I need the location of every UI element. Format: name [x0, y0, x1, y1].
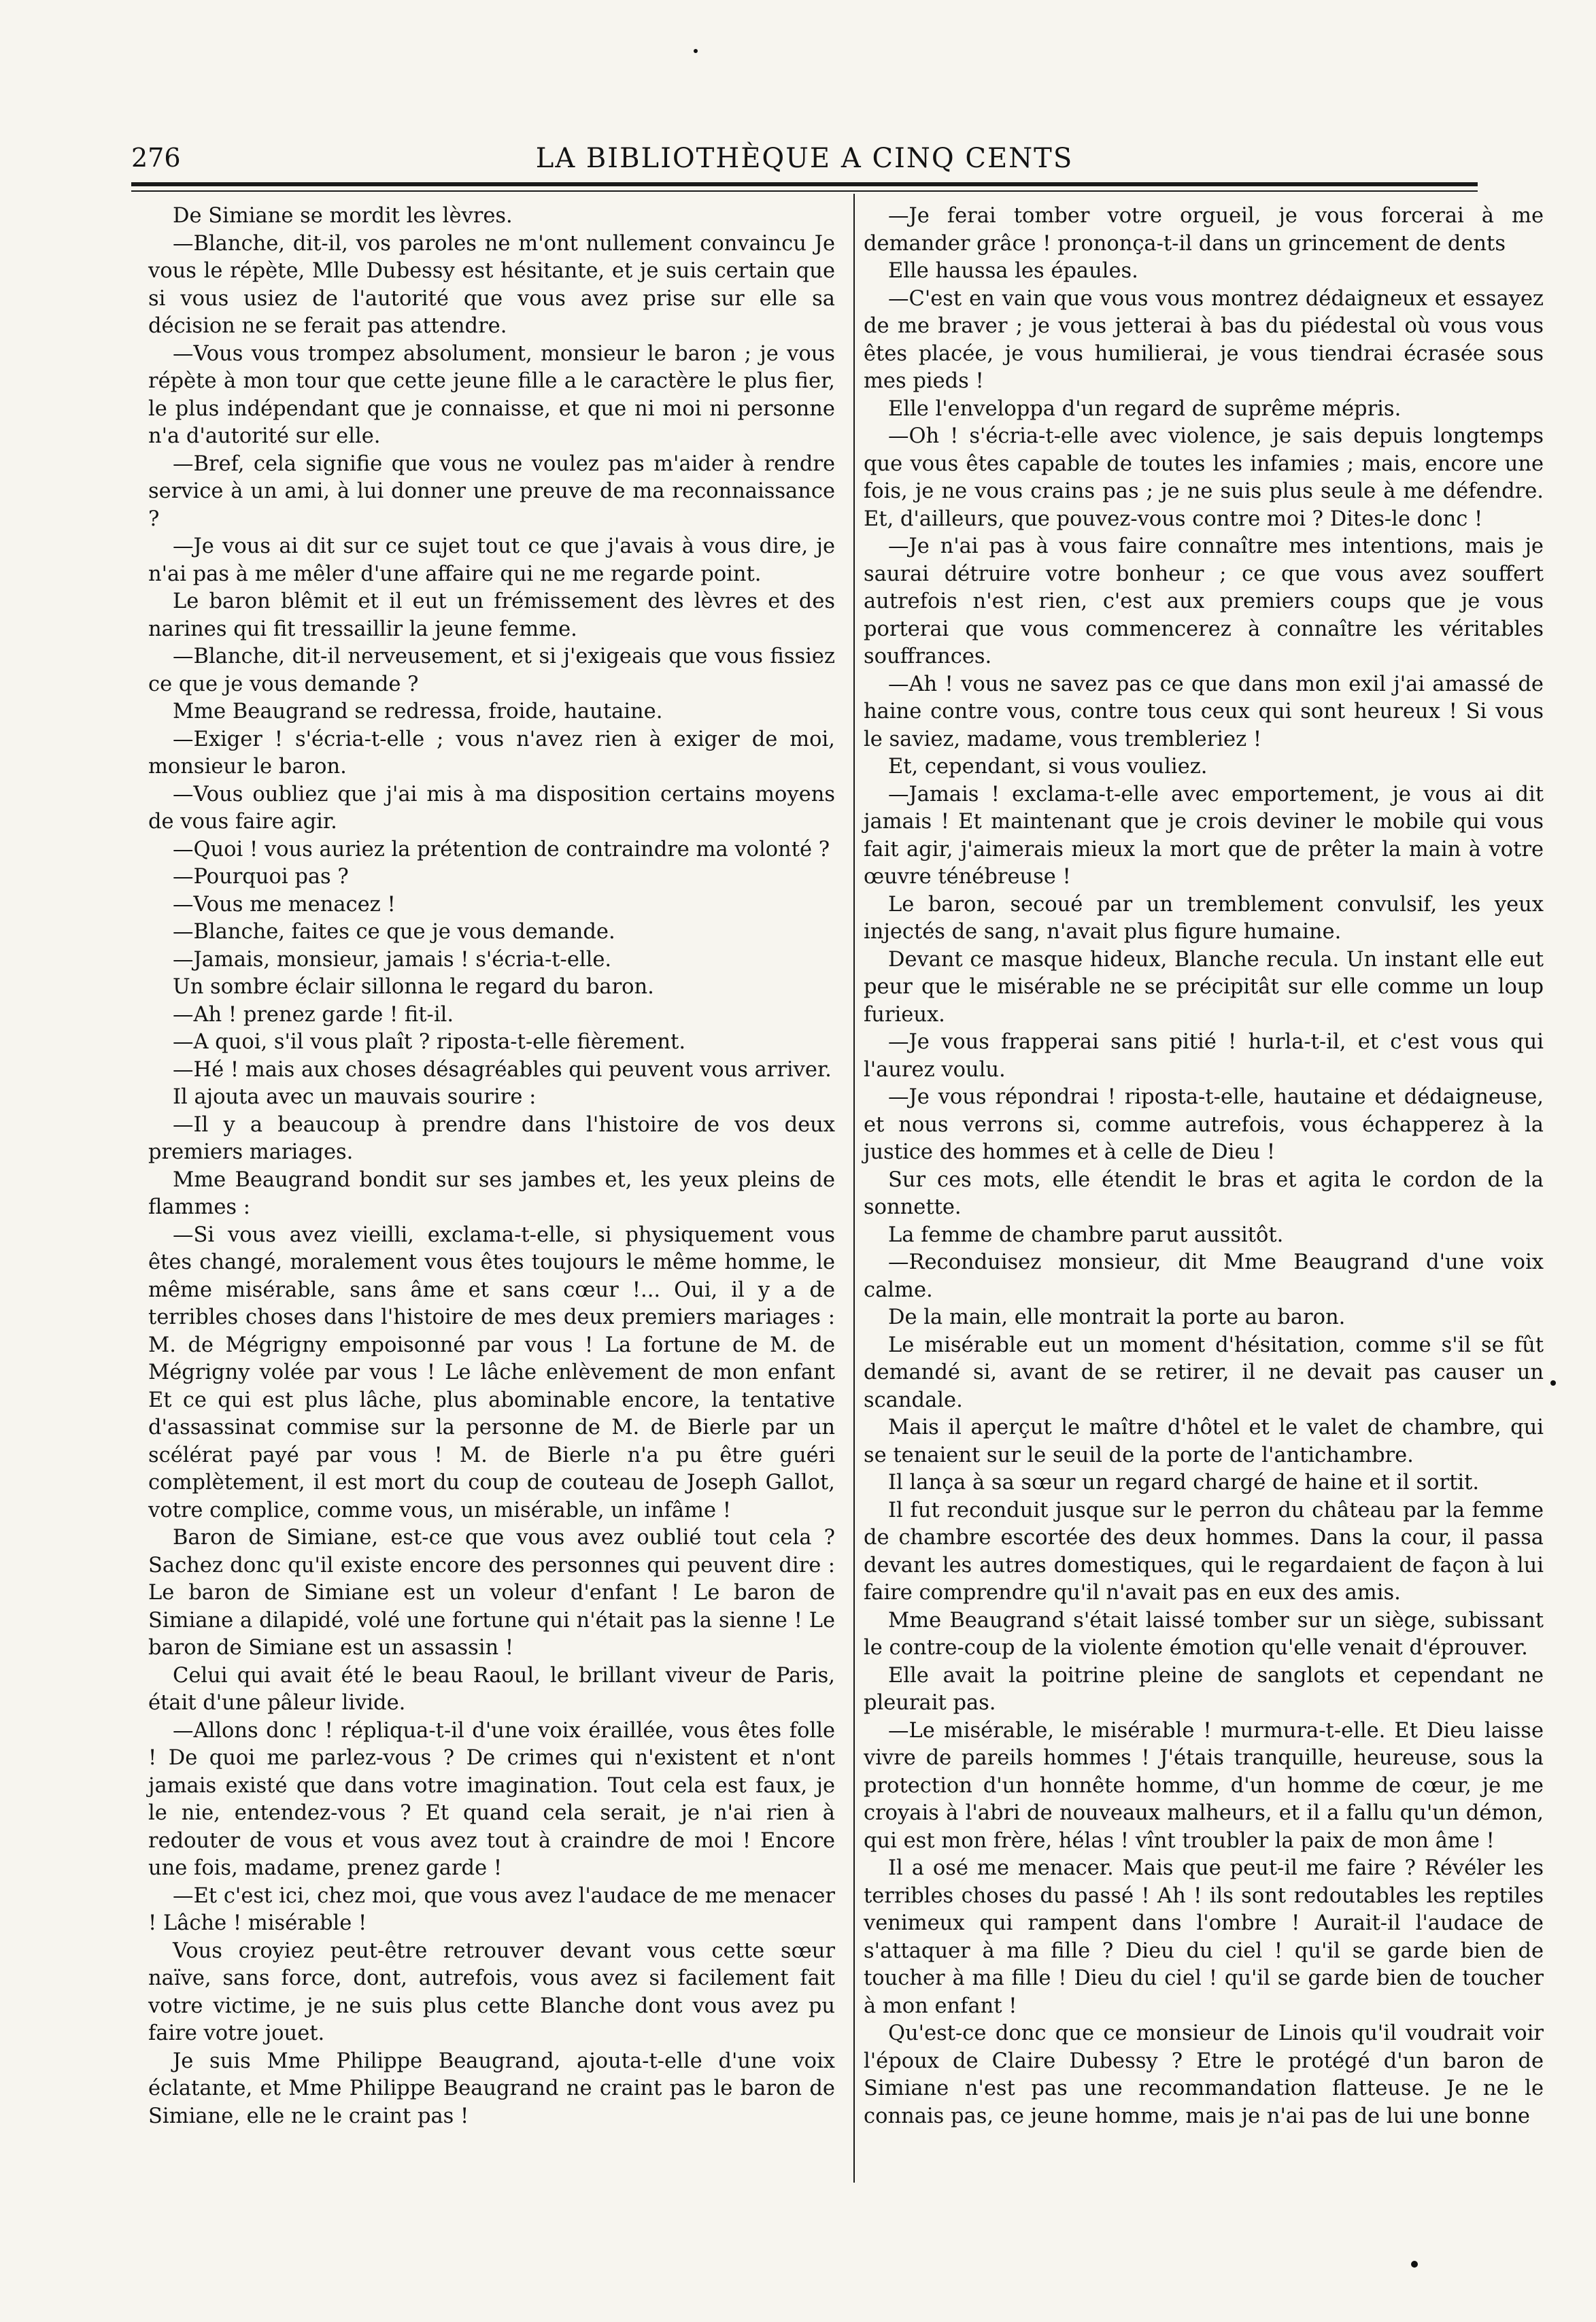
paragraph: —Jamais ! exclama-t-elle avec emportement, je vous ai dit jamais ! Et maintenant que je crois deviner le mobile qui vous fait agir, j'aimerais mieux la mort que de prêter la main à votre œuvre ténébreuse ! [864, 782, 1544, 889]
paragraph: Mais il aperçut le maître d'hôtel et le valet de chambre, qui se tenaient sur le seuil de la porte de l'antichambre. [864, 1416, 1544, 1467]
paragraph: —Vous vous trompez absolument, monsieur le baron ; je vous répète à mon tour que cette jeune fille a le caractère le plus fier, le plus indépendant que je connaisse, et que ni moi ni personne n'a d'autorité sur elle. [148, 341, 835, 448]
paragraph: —Il y a beaucoup à prendre dans l'histoire de vos deux premiers mariages. [148, 1112, 835, 1164]
paragraph: Et, cependant, si vous vouliez. [888, 755, 1208, 779]
paragraph: —Le misérable, le misérable ! murmura-t-elle. Et Dieu laisse vivre de pareils hommes ! J'étais tranquille, heureuse, sous la protection d'un honnête homme, d'un homme de cœur, je me croyais à l'abri de nouveaux malheurs, et il a fallu qu'un démon, qui est mon frère, hélas ! vînt troubler la paix de mon âme ! [864, 1718, 1544, 1853]
paragraph: Mme Beaugrand bondit sur ses jambes et, les yeux pleins de flammes : [148, 1167, 835, 1219]
paragraph: —Je vous répondrai ! riposta-t-elle, hautaine et dédaigneuse, et nous verrons si, comme autrefois, vous échapperez à la justice des hommes et à celle de Dieu ! [864, 1085, 1544, 1164]
left-column [148, 203, 835, 2130]
paragraph: Le baron, secoué par un tremblement convulsif, les yeux injectés de sang, n'avait plus figure humaine. [864, 892, 1544, 944]
paragraph: —Blanche, faites ce que je vous demande. [173, 920, 615, 944]
running-title: LA BIBLIOTHÈQUE A CINQ CENTS [535, 143, 1074, 174]
paragraph: —Si vous avez vieilli, exclama-t-elle, si physiquement vous êtes changé, moralement vous êtes toujours le même homme, le même misérable, sans âme et sans cœur !... Oui, il y a de terribles choses dans l'histoire de mes deux premiers mariages : M. de Mégrigny empoisonné par vous ! La fortune de M. de Mégrigny volée par vous ! Le lâche enlèvement de mon enfant Et ce qui est plus lâche, plus abominable encore, la tentative d'assassinat commise sur la personne de M. de Bierle par un scélérat payé par vous ! M. de Bierle n'a pu être guéri complètement, il est mort du coup de couteau de Joseph Gallot, votre complice, comme vous, un misérable, un infâme ! [148, 1223, 835, 1522]
paragraph: —Je vous frapperai sans pitié ! hurla-t-il, et c'est vous qui l'aurez voulu. [864, 1030, 1544, 1082]
page-header [131, 143, 1478, 184]
paragraph: —Oh ! s'écria-t-elle avec violence, je sais depuis longtemps que vous êtes capable de toutes les infamies ; mais, encore une fois, je ne vous crains pas ; je ne suis plus seule à me défendre. Et, d'ailleurs, que pouvez-vous contre moi ? Dites-le donc ! [864, 424, 1544, 531]
paragraph: Le baron blêmit et il eut un frémissement des lèvres et des narines qui fit tressaillir la jeune femme. [148, 590, 835, 641]
paragraph: Celui qui avait été le beau Raoul, le brillant viveur de Paris, était d'une pâleur livide. [148, 1663, 835, 1715]
paragraph: —Reconduisez monsieur, dit Mme Beaugrand d'une voix calme. [864, 1250, 1544, 1302]
paragraph: —Je ferai tomber votre orgueil, je vous forcerai à me demander grâce ! prononça-t-il dans un grincement de dents [864, 204, 1544, 256]
paragraph: Il a osé me menacer. Mais que peut-il me faire ? Révéler les terribles choses du passé ! Ah ! ils sont redoutables les reptiles venimeux qui rampent dans l'ombre ! Aurait-il l'audace de s'attaquer à ma fille ? Dieu du ciel ! qu'il se garde bien de toucher à ma fille ! Dieu du ciel ! qu'il se garde bien de toucher à mon enfant ! [864, 1856, 1544, 2018]
paragraph: Elle l'enveloppa d'un regard de suprême mépris. [888, 396, 1402, 421]
paragraph: Il fut reconduit jusque sur le perron du château par la femme de chambre escortée des deux hommes. Dans la cour, il passa devant les autres domestiques, qui le regardaient de façon à lui faire comprendre qu'il n'avait pas en eux des amis. [864, 1498, 1544, 1605]
paragraph: Un sombre éclair sillonna le regard du baron. [173, 975, 654, 999]
paragraph: —Ah ! vous ne savez pas ce que dans mon exil j'ai amassé de haine contre vous, contre tous ceux qui sont heureux ! Si vous le saviez, madame, vous trembleriez ! [864, 672, 1544, 751]
paragraph: —Jamais, monsieur, jamais ! s'écria-t-elle. [173, 947, 612, 972]
paragraph: Le misérable eut un moment d'hésitation, comme s'il se fût demandé si, avant de se retirer, il ne devait pas causer un scandale. [864, 1333, 1544, 1412]
paragraph: Je suis Mme Philippe Beaugrand, ajouta-t-elle d'une voix éclatante, et Mme Philippe Beaugrand ne craint pas le baron de Simiane, elle ne le craint pas ! [148, 2049, 835, 2128]
paragraph: La femme de chambre parut aussitôt. [888, 1223, 1284, 1247]
paragraph: De la main, elle montrait la porte au baron. [888, 1305, 1346, 1329]
paragraph: Mme Beaugrand s'était laissé tomber sur un siège, subissant le contre-coup de la violente émotion qu'elle venait d'éprouver. [864, 1608, 1544, 1660]
paragraph: Il ajouta avec un mauvais sourire : [173, 1085, 537, 1109]
paragraph: —Bref, cela signifie que vous ne voulez pas m'aider à rendre service à un ami, à lui donner une preuve de ma reconnaissance ? [148, 451, 835, 531]
page-number: 276 [131, 143, 181, 173]
paragraph: Sur ces mots, elle étendit le bras et agita le cordon de la sonnette. [864, 1167, 1544, 1219]
paragraph: —Blanche, dit-il nerveusement, et si j'exigeais que vous fissiez ce que je vous demande ? [148, 645, 835, 696]
scan-speck [1411, 2261, 1418, 2268]
paragraph: Devant ce masque hideux, Blanche recula. Un instant elle eut peur que le misérable ne se précipitât sur elle comme un loup furieux. [864, 947, 1544, 1027]
paragraph: —A quoi, s'il vous plaît ? riposta-t-elle fièrement. [173, 1030, 686, 1054]
paragraph: —Blanche, dit-il, vos paroles ne m'ont nullement convaincu Je vous le répète, Mlle Dubessy est hésitante, et je suis certain que si vous usiez de l'autorité que vous avez prise sur elle sa décision ne se ferait pas attendre. [148, 231, 835, 338]
paragraph: —Vous oubliez que j'ai mis à ma disposition certains moyens de vous faire agir. [148, 782, 835, 834]
header-rule-thick [131, 182, 1478, 186]
paragraph: Elle avait la poitrine pleine de sanglots et cependant ne pleurait pas. [864, 1663, 1544, 1715]
paragraph: Baron de Simiane, est-ce que vous avez oublié tout cela ? Sachez donc qu'il existe encore des personnes qui peuvent dire : Le baron de Simiane est un voleur d'enfant ! Le baron de Simiane a dilapidé, volé une fortune qui n'était pas la sienne ! Le baron de Simiane est un assassin ! [148, 1526, 835, 1660]
paragraph: —Ah ! prenez garde ! fit-il. [173, 1002, 454, 1027]
paragraph: —Et c'est ici, chez moi, que vous avez l'audace de me menacer ! Lâche ! misérable ! [148, 1883, 835, 1935]
scan-speck [1550, 1380, 1556, 1386]
paragraph: Elle haussa les épaules. [888, 259, 1138, 283]
paragraph: —Je n'ai pas à vous faire connaître mes intentions, mais je saurai détruire votre bonheur ; ce que vous avez souffert autrefois n'est rien, c'est aux premiers coups que je vous porterai que vous commencerez à connaître les véritables souffrances. [864, 534, 1544, 668]
paragraph: —Allons donc ! répliqua-t-il d'une voix éraillée, vous êtes folle ! De quoi me parlez-vous ? De crimes qui n'existent et n'ont jamais existé que dans votre imagination. Tout cela est faux, je le nie, entendez-vous ? Et quand cela serait, je n'ai rien à redouter de vous et vous avez tout à craindre de moi ! Encore une fois, madame, prenez garde ! [148, 1718, 835, 1880]
scan-speck [694, 49, 698, 53]
paragraph: Qu'est-ce donc que ce monsieur de Linois qu'il voudrait voir l'époux de Claire Dubessy ? Etre le protégé d'un baron de Simiane n'est pas une recommandation flatteuse. Je ne le connais pas, ce jeune homme, mais je n'ai pas de lui une bonne [864, 2021, 1544, 2128]
paragraph: Mme Beaugrand se redressa, froide, hautaine. [173, 700, 663, 723]
right-column [864, 203, 1544, 2130]
header-rule-thin [131, 190, 1478, 192]
paragraph: —Vous me menacez ! [173, 892, 396, 917]
paragraph: De Simiane se mordit les lèvres. [173, 204, 513, 228]
paragraph: —Pourquoi pas ? [173, 865, 349, 889]
paragraph: —Quoi ! vous auriez la prétention de contraindre ma volonté ? [173, 837, 830, 861]
paragraph: Vous croyiez peut-être retrouver devant vous cette sœur naïve, sans force, dont, autrefois, vous avez si facilement fait votre victime, je ne suis plus cette Blanche dont vous avez pu faire votre jouet. [148, 1939, 835, 2045]
column-divider [853, 194, 855, 2183]
paragraph: —Exiger ! s'écria-t-elle ; vous n'avez rien à exiger de moi, monsieur le baron. [148, 727, 835, 779]
paragraph: Il lança à sa sœur un regard chargé de haine et il sortit. [888, 1471, 1480, 1495]
paragraph: —Je vous ai dit sur ce sujet tout ce que j'avais à vous dire, je n'ai pas à me mêler d'une affaire qui ne me regarde point. [148, 534, 835, 586]
paragraph: —Hé ! mais aux choses désagréables qui peuvent vous arriver. [173, 1057, 832, 1082]
paragraph: —C'est en vain que vous vous montrez dédaigneux et essayez de me braver ; je vous jetterai à bas du piédestal où vous vous êtes placée, je vous humilierai, je vous tiendrai écrasée sous mes pieds ! [864, 286, 1544, 393]
